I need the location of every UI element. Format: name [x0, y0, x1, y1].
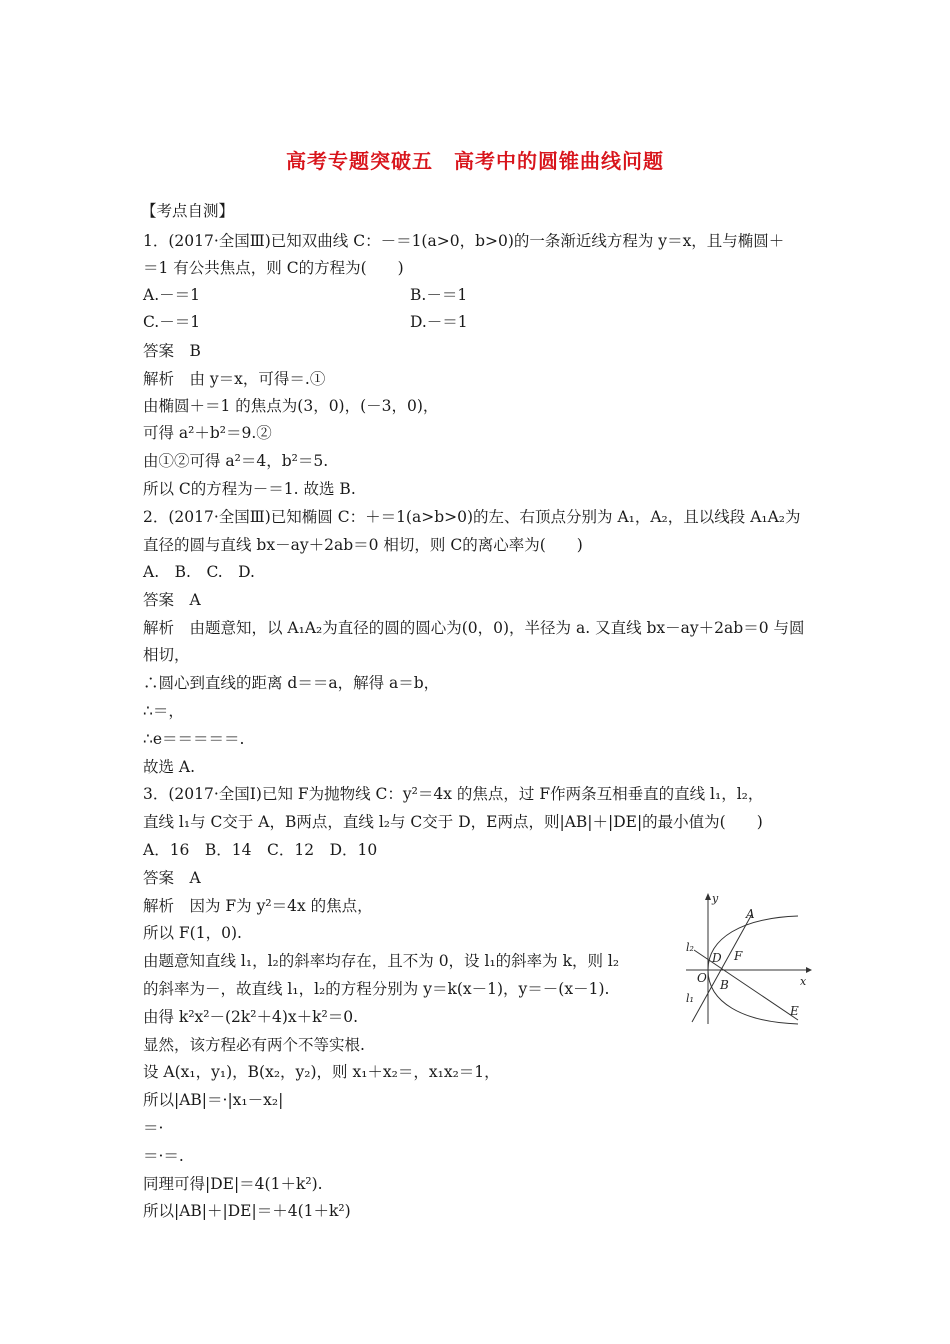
- label-a: A: [746, 907, 755, 921]
- label-d: D: [712, 951, 722, 965]
- q2-stem-line-1: 2．(2017·全国Ⅲ)已知椭圆 C：＋＝1(a>b>0)的左、右顶点分别为 A₁，A₂，且以线段 A₁A₂为: [143, 508, 801, 526]
- q3-analysis-11: 同理可得|DE|＝4(1＋k²).: [143, 1175, 323, 1193]
- q1-option-c: C.－＝1: [143, 313, 201, 331]
- q3-analysis-1: 解析 因为 F为 y²＝4x 的焦点，: [143, 897, 373, 915]
- q2-stem-line-2: 直径的圆与直线 bx－ay＋2ab＝0 相切，则 C的离心率为( ): [143, 536, 583, 554]
- q1-analysis-1: 解析 由 y＝x，可得＝.①: [143, 370, 326, 388]
- label-l2: l₂: [686, 941, 694, 954]
- q2-analysis-4: ∴＝，: [143, 702, 184, 720]
- x-axis-arrow: [806, 967, 812, 973]
- label-f: F: [734, 949, 743, 963]
- q2-analysis-5: ∴e＝＝＝＝＝.: [143, 730, 245, 748]
- q2-answer: 答案 A: [143, 591, 201, 609]
- q3-analysis-10: ＝·＝.: [143, 1147, 184, 1165]
- line-l1: [692, 914, 752, 1022]
- q1-option-b: B.－＝1: [410, 286, 468, 304]
- q1-analysis-2: 由椭圆＋＝1 的焦点为(3，0)，(－3，0)，: [143, 397, 439, 415]
- q3-analysis-3: 由题意知直线 l₁，l₂的斜率均存在，且不为 0，设 l₁的斜率为 k，则 l₂: [143, 952, 620, 970]
- q2-analysis-6: 故选 A.: [143, 758, 196, 776]
- y-axis-arrow: [705, 893, 711, 900]
- q3-analysis-7: 设 A(x₁，y₁)，B(x₂，y₂)，则 x₁＋x₂＝，x₁x₂＝1，: [143, 1063, 500, 1081]
- q3-analysis-2: 所以 F(1，0).: [143, 924, 242, 942]
- label-y: y: [712, 892, 719, 905]
- q1-stem-line-1: 1．(2017·全国Ⅲ)已知双曲线 C：－＝1(a>0，b>0)的一条渐近线方程为 y＝x，且与椭圆＋: [143, 232, 785, 250]
- q3-analysis-8: 所以|AB|＝·|x₁－x₂|: [143, 1091, 284, 1109]
- label-origin: O: [697, 971, 707, 985]
- q3-analysis-4: 的斜率为－，故直线 l₁，l₂的方程分别为 y＝k(x－1)，y＝－(x－1).: [143, 980, 610, 998]
- page-title: 高考专题突破五 高考中的圆锥曲线问题: [286, 149, 664, 173]
- q1-analysis-5: 所以 C的方程为－＝1. 故选 B.: [143, 480, 356, 498]
- q1-answer: 答案 B: [143, 342, 201, 360]
- q2-options: A. B. C. D.: [143, 563, 255, 581]
- line-l2: [694, 950, 798, 1020]
- label-l1: l₁: [686, 992, 694, 1005]
- q3-analysis-6: 显然，该方程必有两个不等实根.: [143, 1036, 365, 1054]
- q1-option-a: A.－＝1: [143, 286, 200, 304]
- parabola-figure: [672, 888, 817, 1030]
- q3-options: A．16 B．14 C．12 D．10: [143, 841, 378, 859]
- label-b: B: [720, 978, 729, 992]
- label-e: E: [790, 1004, 799, 1018]
- q1-option-d: D.－＝1: [410, 313, 468, 331]
- q3-analysis-12: 所以|AB|＋|DE|＝＋4(1＋k²): [143, 1202, 351, 1220]
- q1-analysis-3: 可得 a²＋b²＝9.②: [143, 424, 272, 442]
- q3-analysis-9: ＝·: [143, 1119, 164, 1137]
- label-x: x: [800, 975, 807, 988]
- q2-analysis-2: 相切，: [143, 646, 190, 664]
- q1-analysis-4: 由①②可得 a²＝4，b²＝5.: [143, 452, 329, 470]
- section-heading: 【考点自测】: [141, 202, 235, 220]
- q2-analysis-3: ∴圆心到直线的距离 d＝＝a，解得 a＝b，: [143, 674, 440, 692]
- q3-analysis-5: 由得 k²x²－(2k²＋4)x＋k²＝0.: [143, 1008, 359, 1026]
- q3-stem-line-1: 3．(2017·全国Ⅰ)已知 F为抛物线 C：y²＝4x 的焦点，过 F作两条互相垂直的直线 l₁，l₂，: [143, 785, 764, 803]
- q3-answer: 答案 A: [143, 869, 201, 887]
- q3-stem-line-2: 直线 l₁与 C交于 A，B两点，直线 l₂与 C交于 D，E两点，则|AB|＋|DE|的最小值为( ): [143, 813, 763, 831]
- q1-stem-line-2: ＝1 有公共焦点，则 C的方程为( ): [143, 259, 404, 277]
- q2-analysis-1: 解析 由题意知，以 A₁A₂为直径的圆的圆心为(0，0)，半径为 a. 又直线 bx－ay＋2ab＝0 与圆: [143, 619, 805, 637]
